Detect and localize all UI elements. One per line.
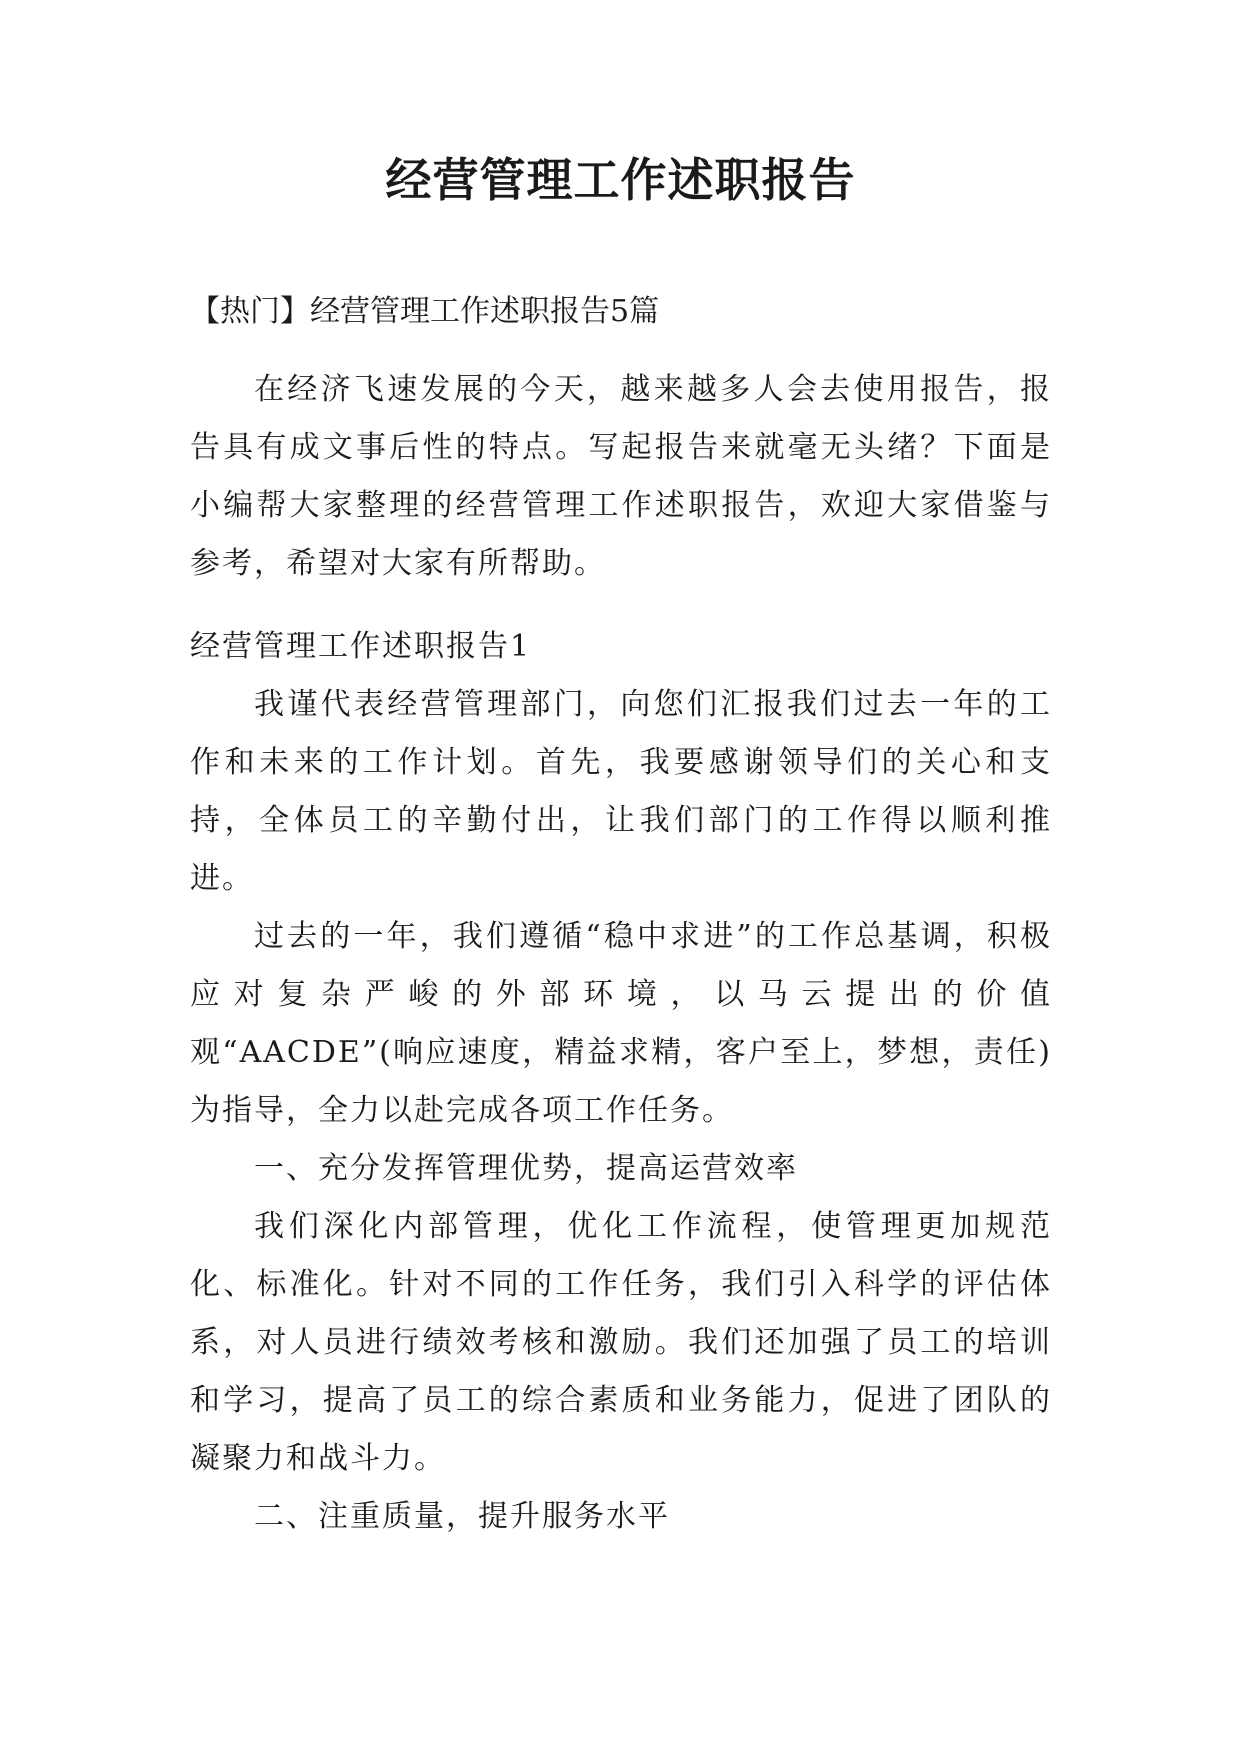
document-title: 经营管理工作述职报告	[385, 153, 856, 207]
report-1-paragraph-2: 过去的一年，我们遵循“稳中求进”的工作总基调，积极应对复杂严峻的外部环境，以马云提出的价值观“AACDE”(响应速度，精益求精，客户至上，梦想，责任)为指导，全力以赴完成各项工作任务。	[190, 919, 1052, 1128]
report-1-paragraph-1: 我谨代表经营管理部门，向您们汇报我们过去一年的工作和未来的工作计划。首先，我要感谢领导们的关心和支持，全体员工的辛勤付出，让我们部门的工作得以顺利推进。	[190, 687, 1052, 896]
document-subtitle: 【热门】经营管理工作述职报告5篇	[190, 294, 660, 329]
intro-section	[190, 361, 1052, 593]
report-1-section-2-heading: 二、注重质量，提升服务水平	[254, 1499, 670, 1534]
report-1-section-1-heading: 一、充分发挥管理优势，提高运营效率	[254, 1151, 798, 1186]
intro-paragraph: 在经济飞速发展的今天，越来越多人会去使用报告，报告具有成文事后性的特点。写起报告来就毫无头绪？下面是小编帮大家整理的经营管理工作述职报告，欢迎大家借鉴与参考，希望对大家有所帮助。	[190, 372, 1052, 581]
report-1-heading: 经营管理工作述职报告1	[190, 629, 532, 664]
report-1-paragraph-3: 我们深化内部管理，优化工作流程，使管理更加规范化、标准化。针对不同的工作任务，我们引入科学的评估体系，对人员进行绩效考核和激励。我们还加强了员工的培训和学习，提高了员工的综合素质和业务能力，促进了团队的凝聚力和战斗力。	[190, 1209, 1052, 1476]
report-1-section	[190, 618, 1052, 1546]
